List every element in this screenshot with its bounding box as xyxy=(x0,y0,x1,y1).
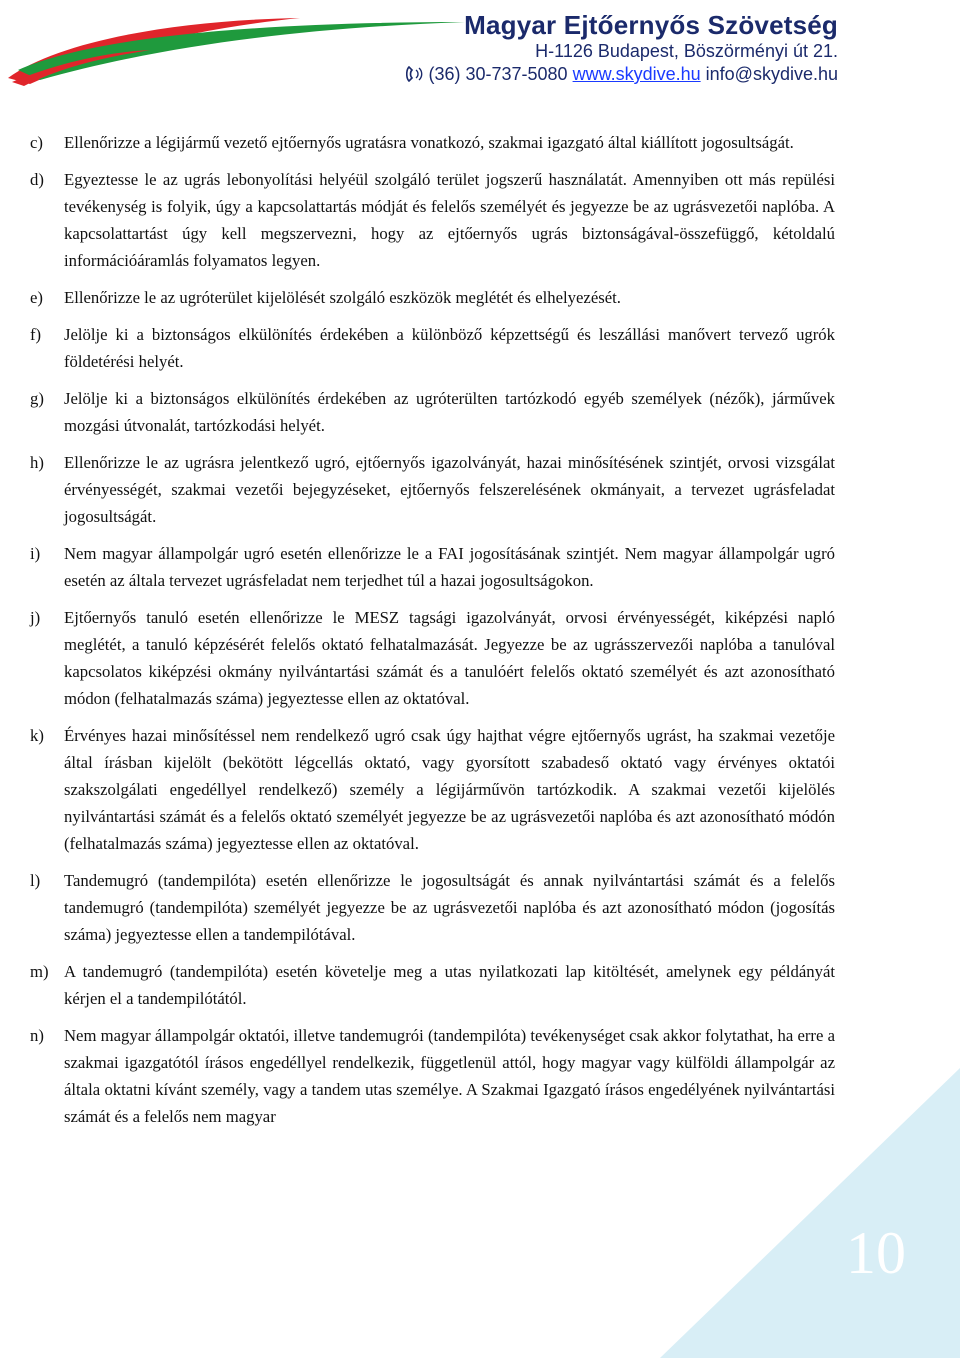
list-marker: c) xyxy=(30,133,43,152)
page-number: 10 xyxy=(846,1220,906,1286)
list-item xyxy=(30,449,835,530)
list-item xyxy=(30,166,835,274)
list-item xyxy=(30,129,835,156)
contact-line xyxy=(406,62,838,86)
phone-number: (36) 30-737-5080 xyxy=(428,64,568,84)
list-marker: h) xyxy=(30,453,44,472)
list-item-text: Ejtőernyős tanuló esetén ellenőrizze le MESZ tagsági igazolványát, orvosi érvényességét, kiképzési napló meglétét, a tanuló képzésérét felelős oktató felhatalmazását. Jegyezze be az ugrásszervezői naplóba a tanulóval kapcsolatos kiképzési okmány nyilvántartási számát és a tanulóért felelős oktató személyét és azt azonosítható módon (felhatalmazás száma) jegyeztesse ellen az oktatóval. xyxy=(64,608,835,708)
list-marker: j) xyxy=(30,608,41,627)
list-item-text: Ellenőrizze le az ugróterület kijelölését szolgáló eszközök meglétét és elhelyezését. xyxy=(64,288,621,307)
document-body xyxy=(30,129,835,1140)
list-item-text: Tandemugró (tandempilóta) esetén ellenőrizze le jogosultságát és annak nyilvántartási számát és a felelős tandemugró (tandempilóta) személyét jegyezze be az ugrásvezetői naplóba és azt azonosítható módon (jogosítás száma) jegyeztesse ellen a tandempilótával. xyxy=(64,871,835,944)
letterhead xyxy=(406,10,838,86)
list-item xyxy=(30,604,835,712)
list-marker: i) xyxy=(30,544,41,563)
list-item-text: Jelölje ki a biztonságos elkülönítés érdekében az ugróterülten tartózkodó egyéb személyek (nézők), járművek mozgási útvonalát, tartózkodási helyét. xyxy=(64,389,835,435)
list-item xyxy=(30,540,835,594)
website-link[interactable]: www.skydive.hu xyxy=(572,64,701,84)
list-item-text: Nem magyar állampolgár oktatói, illetve tandemugrói (tandempilóta) tevékenységet csak akkor folytathat, ha erre a szakmai igazgatótól írásos engedéllyel rendelkezik, függetlenül attól, hogy magyar vagy külföldi állampolgár az általa oktatni kívánt személy, vagy a tandem utas személye. A Szakmai Igazgató írásos engedélyének nyilvántartási számát és a felelős nem magyar xyxy=(64,1026,835,1126)
list-item-text: A tandemugró (tandempilóta) esetén követelje meg a utas nyilatkozati lap kitöltését, amelynek egy példányát kérjen el a tandempilótától. xyxy=(64,962,835,1008)
list-marker: l) xyxy=(30,871,41,890)
list-item-text: Ellenőrizze a légijármű vezető ejtőernyős ugratásra vonatkozó, szakmai igazgató által kiállított jogosultságát. xyxy=(64,133,794,152)
list-item-text: Nem magyar állampolgár ugró esetén ellenőrizze le a FAI jogosításának szintjét. Nem magyar állampolgár ugró esetén az általa tervezet ugrásfeladat nem terjedhet túl a hazai jogosultságokon. xyxy=(64,544,835,590)
organization-name: Magyar Ejtőernyős Szövetség xyxy=(464,10,838,40)
phone-icon xyxy=(406,66,424,82)
list-item xyxy=(30,958,835,1012)
list-marker: n) xyxy=(30,1026,44,1045)
list-marker: g) xyxy=(30,389,44,408)
list-item xyxy=(30,385,835,439)
list-item xyxy=(30,722,835,857)
list-item-text: Egyeztesse le az ugrás lebonyolítási helyéül szolgáló terület jogszerű használatát. Amennyiben ott más repülési tevékenység is folyik, úgy a kapcsolattartás módját és felelős személyét és jegyezze be az ugrásvezetői naplóba. A kapcsolattartást úgy kell megszervezni, hogy az ejtőernyős ugrás biztonságával-összefüggő, kétoldalú információáramlás folyamatos legyen. xyxy=(64,170,835,270)
organization-address: H-1126 Budapest, Böszörményi út 21. xyxy=(535,41,838,61)
list-item xyxy=(30,321,835,375)
list-marker: d) xyxy=(30,170,44,189)
list-marker: e) xyxy=(30,288,43,307)
list-item-text: Jelölje ki a biztonságos elkülönítés érdekében a különböző képzettségű és leszállási manővert tervező ugrók földetérési helyét. xyxy=(64,325,835,371)
list-marker: f) xyxy=(30,325,42,344)
list-item xyxy=(30,284,835,311)
list-marker: m) xyxy=(30,962,49,981)
list-item-text: Ellenőrizze le az ugrásra jelentkező ugró, ejtőernyős igazolványát, hazai minősítésének szintjét, orvosi vizsgálat érvényességét, szakmai vezetői bejegyzéseket, ejtőernyős felszerelésének okmányait, a tervezet ugrásfeladat jogosultságát. xyxy=(64,453,835,526)
corner-decoration xyxy=(660,1068,960,1358)
email-address[interactable]: info@skydive.hu xyxy=(705,64,838,84)
list-item-text: Érvényes hazai minősítéssel nem rendelkező ugró csak úgy hajthat végre ejtőernyős ugrást, ha szakmai vezetője által írásban kijelölt (bekötött légcellás oktató, vagy gyorsított szabadeső oktató vagy érvényes oktatói szakszolgálati engedéllyel rendelkező) személy a légijárművön tartózkodik. A szakmai vezetői kijelölés nyilvántartási számát és a felelős oktató személyét jegyezze be az ugrásvezetői naplóba és azt azonosítható módón (felhatalmazás száma) jegyeztesse ellen az oktatóval. xyxy=(64,726,835,853)
logo-swoosh xyxy=(0,0,470,110)
list-item xyxy=(30,867,835,948)
list-marker: k) xyxy=(30,726,44,745)
